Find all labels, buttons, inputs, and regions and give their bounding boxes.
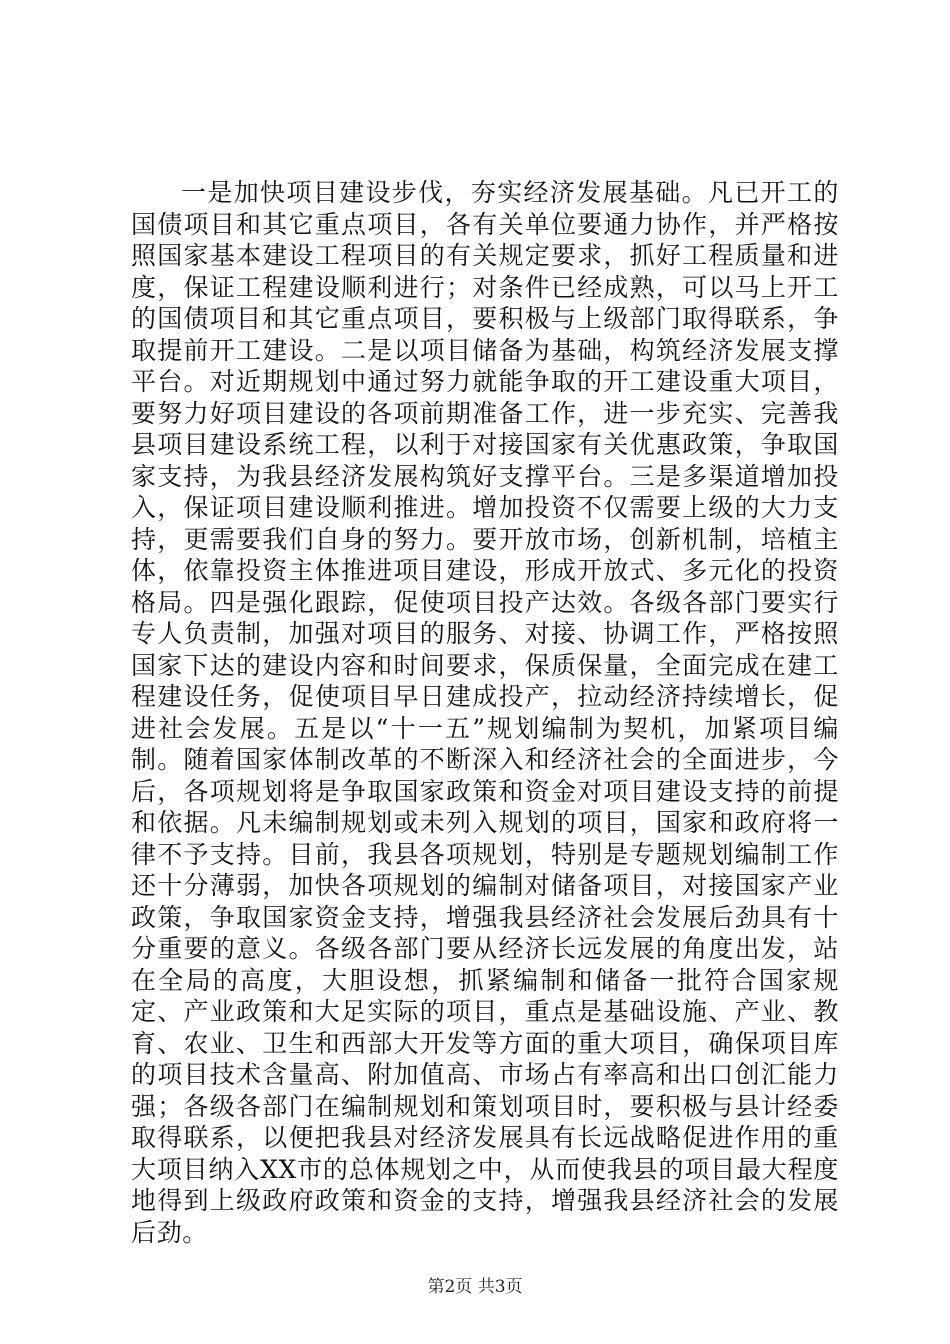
page-number-footer: 第2页 共3页 — [427, 1277, 523, 1297]
body-paragraph: 一是加快项目建设步伐，夯实经济发展基础。凡已开工的国债项目和其它重点项目，各有关单位要通力协作，并严格按照国家基本建设工程项目的有关规定要求，抓好工程质量和进度，保证工程建设顺利进行；对条件已经成熟，可以马上开工的国债项目和其它重点项目，要积极与上级部门取得联系，争取提前开工建设。二是以项目储备为基础，构筑经济发展支撑平台。对近期规划中通过努力就能争取的开工建设重大项目，要努力好项目建设的各项前期准备工作，进一步充实、完善我县项目建设系统工程，以利于对接国家有关优惠政策，争取国家支持，为我县经济发展构筑好支撑平台。三是多渠道增加投入，保证项目建设顺利推进。增加投资不仅需要上级的大力支持，更需要我们自身的努力。要开放市场，创新机制，培植主体，依靠投资主体推进项目建设，形成开放式、多元化的投资格局。四是强化跟踪，促使项目投产达效。各级各部门要实行专人负责制，加强对项目的服务、对接、协调工作，严格按照国家下达的建设内容和时间要求，保质保量，全面完成在建工程建设任务，促使项目早日建成投产，拉动经济持续增长，促进社会发展。五是以“十一五”规划编制为契机，加紧项目编制。随着国家体制改革的不断深入和经济社会的全面进步，今后，各项规划将是争取国家政策和资金对项目建设支持的前提和依据。凡未编制规划或未列入规划的项目，国家和政府将一律不予支持。目前，我县各项规划，特别是专题规划编制工作还十分薄弱，加快各项规划的编制对储备项目，对接国家产业政策，争取国家资金支持，增强我县经济社会发展后劲具有十分重要的意义。各级各部门要从经济长远发展的角度出发，站在全局的高度，大胆设想，抓紧编制和储备一批符合国家规定、产业政策和大足实际的项目，重点是基础设施、产业、教育、农业、卫生和西部大开发等方面的重大项目，确保项目库的项目技术含量高、附加值高、市场占有率高和出口创汇能力强；各级各部门在编制规划和策划项目时，要积极与县计经委取得联系，以便把我县对经济发展具有长远战略促进作用的重大项目纳入XX市的总体规划之中，从而使我县的项目最大程度地得到上级政府政策和资金的支持，增强我县经济社会的发展后劲。 — [131, 178, 839, 1247]
